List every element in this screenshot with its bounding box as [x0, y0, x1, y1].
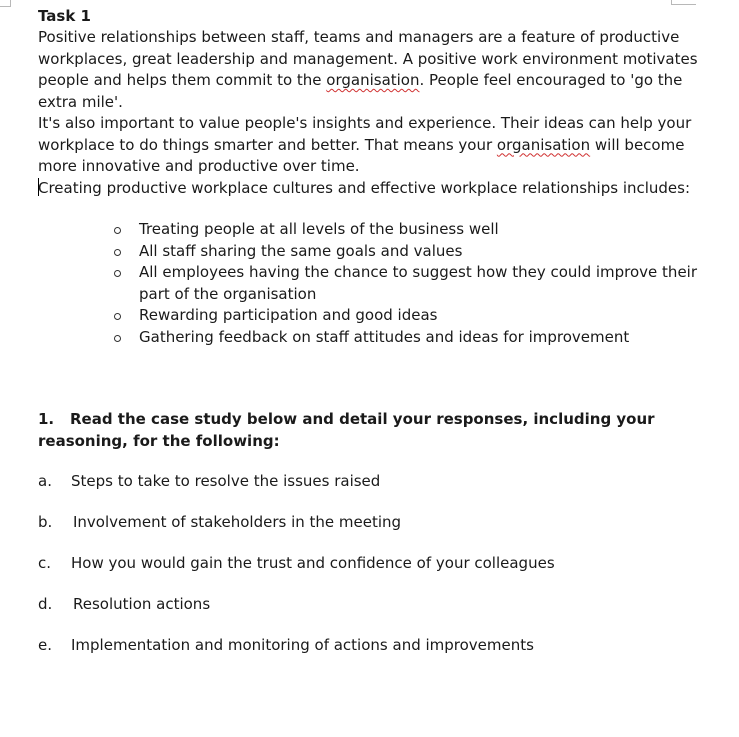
hollow-bullet-icon: [114, 313, 121, 320]
paragraph-value-insights: [38, 113, 698, 178]
list-item-text: Rewarding participation and good ideas: [139, 306, 438, 324]
bullet-list: [38, 219, 698, 348]
question-item-c: [38, 553, 698, 594]
list-item: [114, 305, 698, 327]
hollow-bullet-icon: [114, 335, 121, 342]
item-text: Implementation and monitoring of actions and improvements: [71, 636, 534, 654]
item-text: How you would gain the trust and confidence of your colleagues: [71, 554, 555, 572]
question-item-d: [38, 594, 698, 635]
task-title: Task 1: [38, 7, 91, 25]
item-letter: b.: [38, 513, 53, 531]
question-heading: [38, 408, 698, 452]
hollow-bullet-icon: [114, 249, 121, 256]
item-letter: e.: [38, 636, 52, 654]
paragraph-text: Creating productive workplace cultures and effective workplace relationships includes:: [38, 178, 691, 197]
spellcheck-flagged-word[interactable]: organisation: [496, 135, 591, 154]
question-item-a: [38, 471, 698, 512]
question-text: Read the case study below and detail your responses, including your reasoning, for the following:: [38, 410, 655, 450]
list-item: [114, 262, 698, 305]
paragraph-text: will become more innovative and productive over time.: [38, 135, 685, 175]
question-item-b: [38, 512, 698, 553]
list-item-text: All employees having the chance to suggest how they could improve their part of the organisation: [139, 263, 698, 303]
paragraph-text: Positive relationships between staff, teams and managers are a feature of productive workplaces, great leadership and management. A positive work environment motivates people and helps them commit to the: [38, 28, 698, 89]
page-corner-marker-right: [671, 0, 696, 5]
question-number: 1.: [38, 410, 55, 428]
list-item: [114, 219, 698, 241]
item-text: Involvement of stakeholders in the meeting: [73, 513, 402, 531]
paragraph-includes-intro: [38, 178, 698, 200]
hollow-bullet-icon: [114, 270, 121, 277]
list-item-text: Gathering feedback on staff attitudes and ideas for improvement: [139, 327, 630, 346]
list-item-text: All staff sharing the same goals and values: [139, 241, 463, 260]
list-item: [114, 241, 698, 263]
paragraph-text: . People feel encouraged to 'go the extra mile'.: [38, 71, 683, 111]
question-item-e: [38, 635, 698, 676]
item-letter: d.: [38, 595, 53, 613]
list-item: [114, 327, 698, 349]
spellcheck-flagged-word[interactable]: organisation: [326, 71, 420, 89]
list-item-text: Treating people at all levels of the business well: [139, 220, 499, 238]
paragraph-positive-relationships: [38, 27, 698, 113]
item-text: Resolution actions: [73, 595, 211, 613]
hollow-bullet-icon: [114, 227, 121, 234]
document-body[interactable]: [38, 6, 698, 676]
item-text: Steps to take to resolve the issues raised: [71, 472, 381, 490]
page-corner-marker-left: [0, 0, 11, 7]
question-items: [38, 471, 698, 676]
item-letter: c.: [38, 554, 52, 572]
paragraph-text: It's also important to value people's insights and experience. Their ideas can help your workplace to do things smarter and better. That means your: [38, 114, 692, 154]
item-letter: a.: [38, 472, 52, 490]
